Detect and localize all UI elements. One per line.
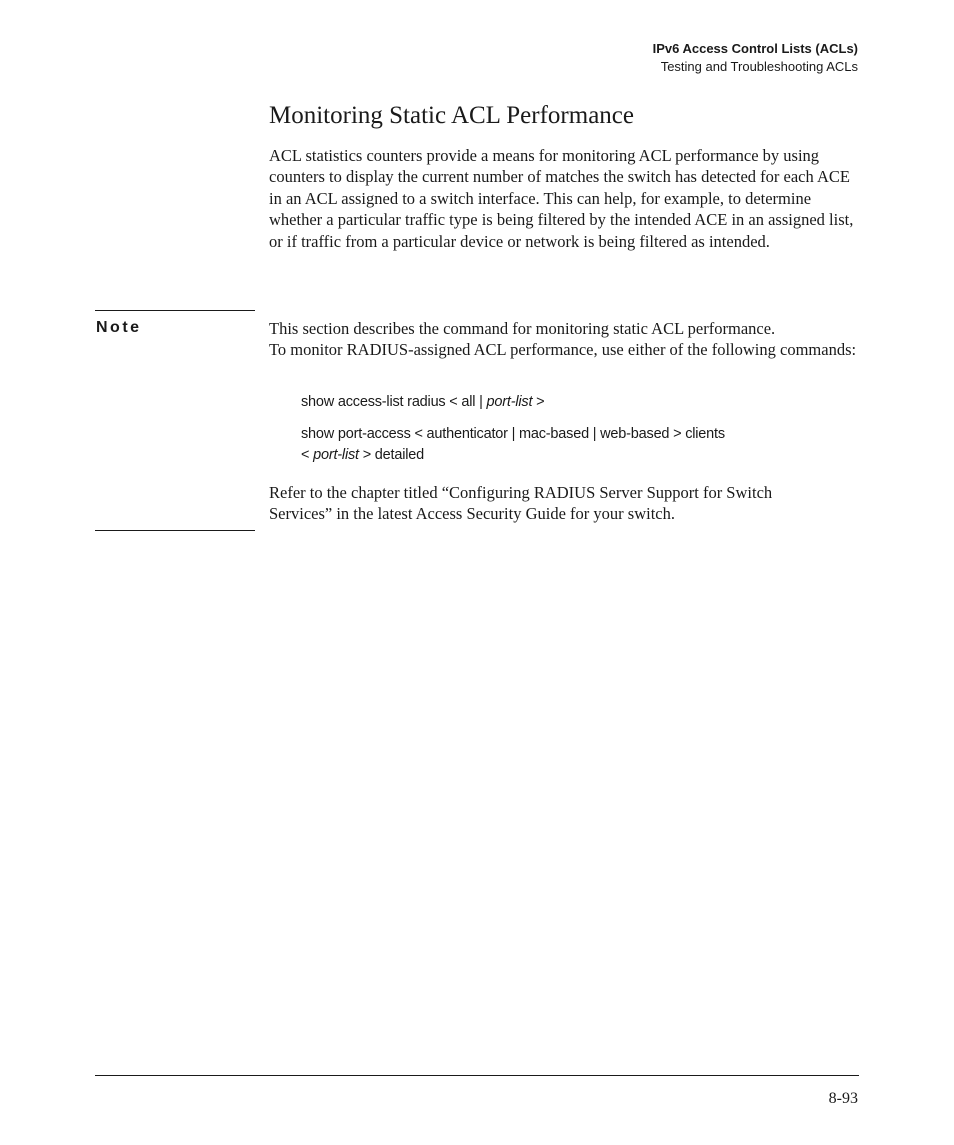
- running-header: [653, 40, 858, 76]
- note-reference: [269, 482, 861, 525]
- footer-rule: [95, 1075, 859, 1076]
- note-reference-line1: Refer to the chapter titled “Configuring RADIUS Server Support for Switch: [269, 483, 773, 502]
- note-top-rule: [95, 310, 255, 311]
- running-header-chapter: IPv6 Access Control Lists (ACLs): [652, 41, 858, 56]
- command-show-access-list: [301, 392, 861, 413]
- running-header-section: Testing and Troubleshooting ACLs: [660, 59, 858, 74]
- cmd1-suffix: >: [532, 394, 545, 410]
- cmd2-param: port-list: [313, 447, 359, 463]
- note-body: [269, 318, 861, 361]
- cmd2-line2-suffix: > detailed: [358, 447, 424, 463]
- note-body-line2: To monitor RADIUS-assigned ACL performance, use either of the following commands:: [269, 340, 857, 360]
- page-number: 8-93: [828, 1090, 858, 1107]
- cmd2-line1: show port-access < authenticator | mac-based | web-based > clients: [301, 426, 725, 442]
- intro-paragraph: ACL statistics counters provide a means for monitoring ACL performance by using counters to display the current number of matches the switch has detected for each ACE in an ACL assigned to a switch interface. This can help, for example, to determine whether a particular traffic type is being filtered by the intended ACE in an assigned list, or if traffic from a particular device or network is being filtered as intended.: [269, 146, 854, 251]
- note-reference-line2: Services” in the latest Access Security Guide for your switch.: [269, 504, 675, 524]
- command-show-port-access: [301, 424, 861, 466]
- cmd1-prefix: show access-list radius < all |: [301, 394, 487, 410]
- note-body-line1: This section describes the command for monitoring static ACL performance.: [269, 319, 776, 338]
- note-label: Note: [96, 319, 142, 336]
- cmd2-line2-prefix: <: [301, 447, 314, 463]
- note-bottom-rule: [95, 530, 255, 531]
- cmd1-param: port-list: [486, 394, 533, 410]
- section-title: Monitoring Static ACL Performance: [269, 102, 634, 129]
